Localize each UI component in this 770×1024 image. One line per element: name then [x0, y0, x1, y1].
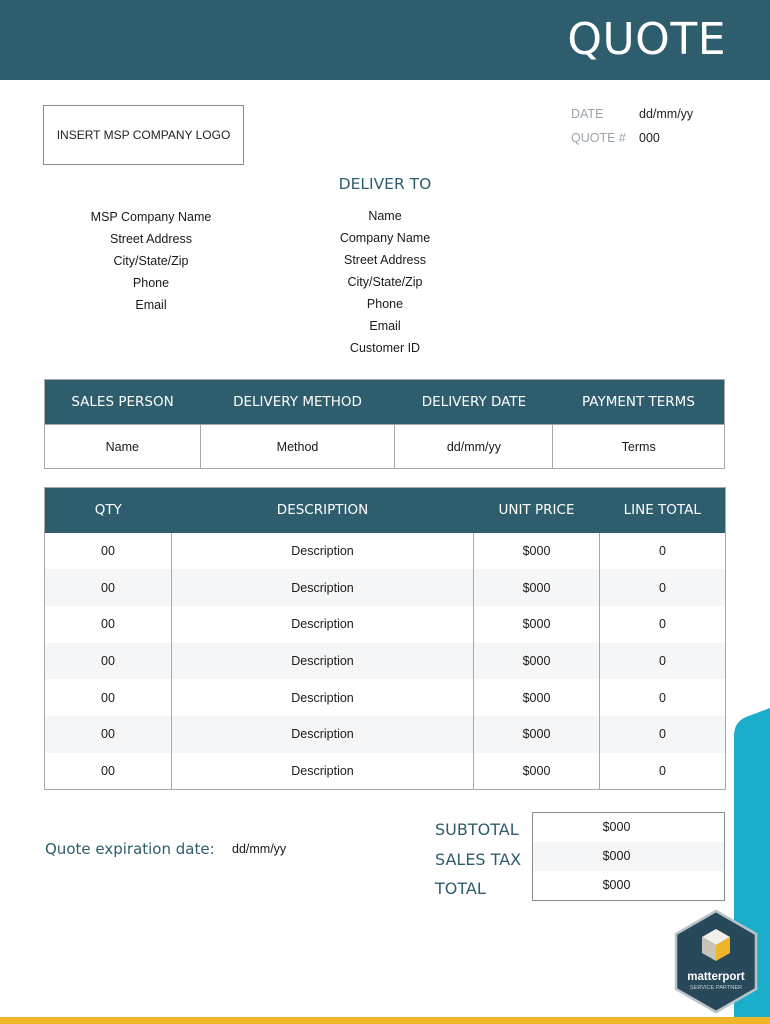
delivery-method-header: DELIVERY METHOD: [200, 380, 395, 425]
bottom-accent-bar: [0, 1017, 770, 1024]
qty-header: QTY: [45, 488, 172, 533]
sender-email: Email: [135, 298, 167, 312]
date-value: dd/mm/yy: [639, 107, 694, 121]
description-cell: Description: [172, 569, 474, 606]
subtotal-label: SUBTOTAL: [435, 820, 519, 839]
order-info-table: [44, 379, 725, 469]
sales-person-value: Name: [45, 425, 201, 469]
order-info-value-row: [45, 425, 725, 469]
description-cell: Description: [172, 753, 474, 790]
description-cell: Description: [172, 679, 474, 716]
sales-tax-label: SALES TAX: [435, 849, 522, 869]
description-cell: Description: [172, 716, 474, 753]
subtotal-value: $000: [602, 820, 631, 834]
unit-price-cell: $000: [474, 533, 600, 570]
deliver-to-address: [295, 205, 475, 359]
table-row: [45, 679, 726, 716]
totals-labels: [435, 820, 521, 909]
total-label: TOTAL: [435, 879, 486, 898]
table-row: [45, 533, 726, 570]
table-row: [45, 643, 726, 680]
unit-price-cell: $000: [474, 643, 600, 680]
line-total-cell: 0: [659, 690, 666, 705]
line-total-cell: 0: [659, 617, 666, 632]
quote-meta: [571, 107, 761, 147]
deliver-to-heading: DELIVER TO: [338, 175, 432, 193]
sender-city-state-zip: City/State/Zip: [113, 254, 189, 268]
date-label: DATE: [571, 107, 604, 121]
unit-price-header: UNIT PRICE: [474, 488, 600, 533]
line-items-table: [44, 487, 726, 790]
line-total-header: LINE TOTAL: [600, 488, 726, 533]
sales-person-header: SALES PERSON: [45, 380, 201, 425]
quote-expiration-value: dd/mm/yy: [232, 842, 287, 856]
unit-price-cell: $000: [474, 679, 600, 716]
order-info-header-row: [45, 380, 725, 425]
sender-address: [61, 206, 241, 316]
sender-company-name: MSP Company Name: [90, 210, 212, 224]
unit-price-cell: $000: [474, 569, 600, 606]
recipient-name: Name: [368, 209, 402, 223]
line-total-cell: 0: [600, 716, 726, 753]
quote-number-value: 000: [639, 131, 660, 145]
unit-price-cell: $000: [474, 606, 600, 643]
recipient-email: Email: [369, 319, 401, 333]
totals-box: [532, 812, 725, 901]
description-cell: Description: [172, 606, 474, 643]
quote-expiration-label: Quote expiration date:: [45, 840, 215, 858]
payment-terms-value: Terms: [553, 425, 725, 469]
recipient-phone: Phone: [366, 297, 404, 311]
delivery-method-value: Method: [200, 425, 395, 469]
sales-tax-value: $000: [533, 842, 724, 871]
payment-terms-header: PAYMENT TERMS: [553, 380, 725, 425]
description-header: DESCRIPTION: [172, 488, 474, 533]
badge-brand-text: matterport: [687, 971, 745, 983]
sender-street-address: Street Address: [110, 232, 192, 246]
qty-cell: 00: [45, 643, 172, 680]
sender-phone: Phone: [132, 276, 170, 290]
company-logo-placeholder: INSERT MSP COMPANY LOGO: [43, 105, 244, 165]
page-title: QUOTE: [567, 14, 726, 65]
qty-cell: 00: [45, 533, 172, 570]
total-value: $000: [602, 878, 631, 892]
quote-number-label: QUOTE #: [571, 131, 626, 145]
line-total-cell: 0: [600, 569, 726, 606]
line-total-cell: 0: [600, 643, 726, 680]
qty-cell: 00: [45, 569, 172, 606]
qty-cell: 00: [45, 679, 172, 716]
table-row: [45, 569, 726, 606]
matterport-partner-badge: [672, 909, 760, 1015]
recipient-customer-id: Customer ID: [349, 341, 421, 355]
qty-cell: 00: [45, 753, 172, 790]
table-row: [45, 606, 726, 643]
table-row: [45, 716, 726, 753]
recipient-city-state-zip: City/State/Zip: [347, 275, 423, 289]
unit-price-cell: $000: [474, 716, 600, 753]
table-row: [45, 753, 726, 790]
recipient-company-name: Company Name: [339, 231, 431, 245]
delivery-date-value: dd/mm/yy: [395, 425, 553, 469]
recipient-street-address: Street Address: [344, 253, 426, 267]
qty-cell: 00: [45, 606, 172, 643]
delivery-date-header: DELIVERY DATE: [395, 380, 553, 425]
unit-price-cell: $000: [474, 753, 600, 790]
description-cell: Description: [172, 533, 474, 570]
description-cell: Description: [172, 643, 474, 680]
line-total-cell: 0: [659, 763, 666, 778]
line-items-header-row: [45, 488, 726, 533]
qty-cell: 00: [45, 716, 172, 753]
badge-subtitle-text: SERVICE PARTNER: [689, 985, 743, 991]
line-total-cell: 0: [659, 543, 666, 558]
